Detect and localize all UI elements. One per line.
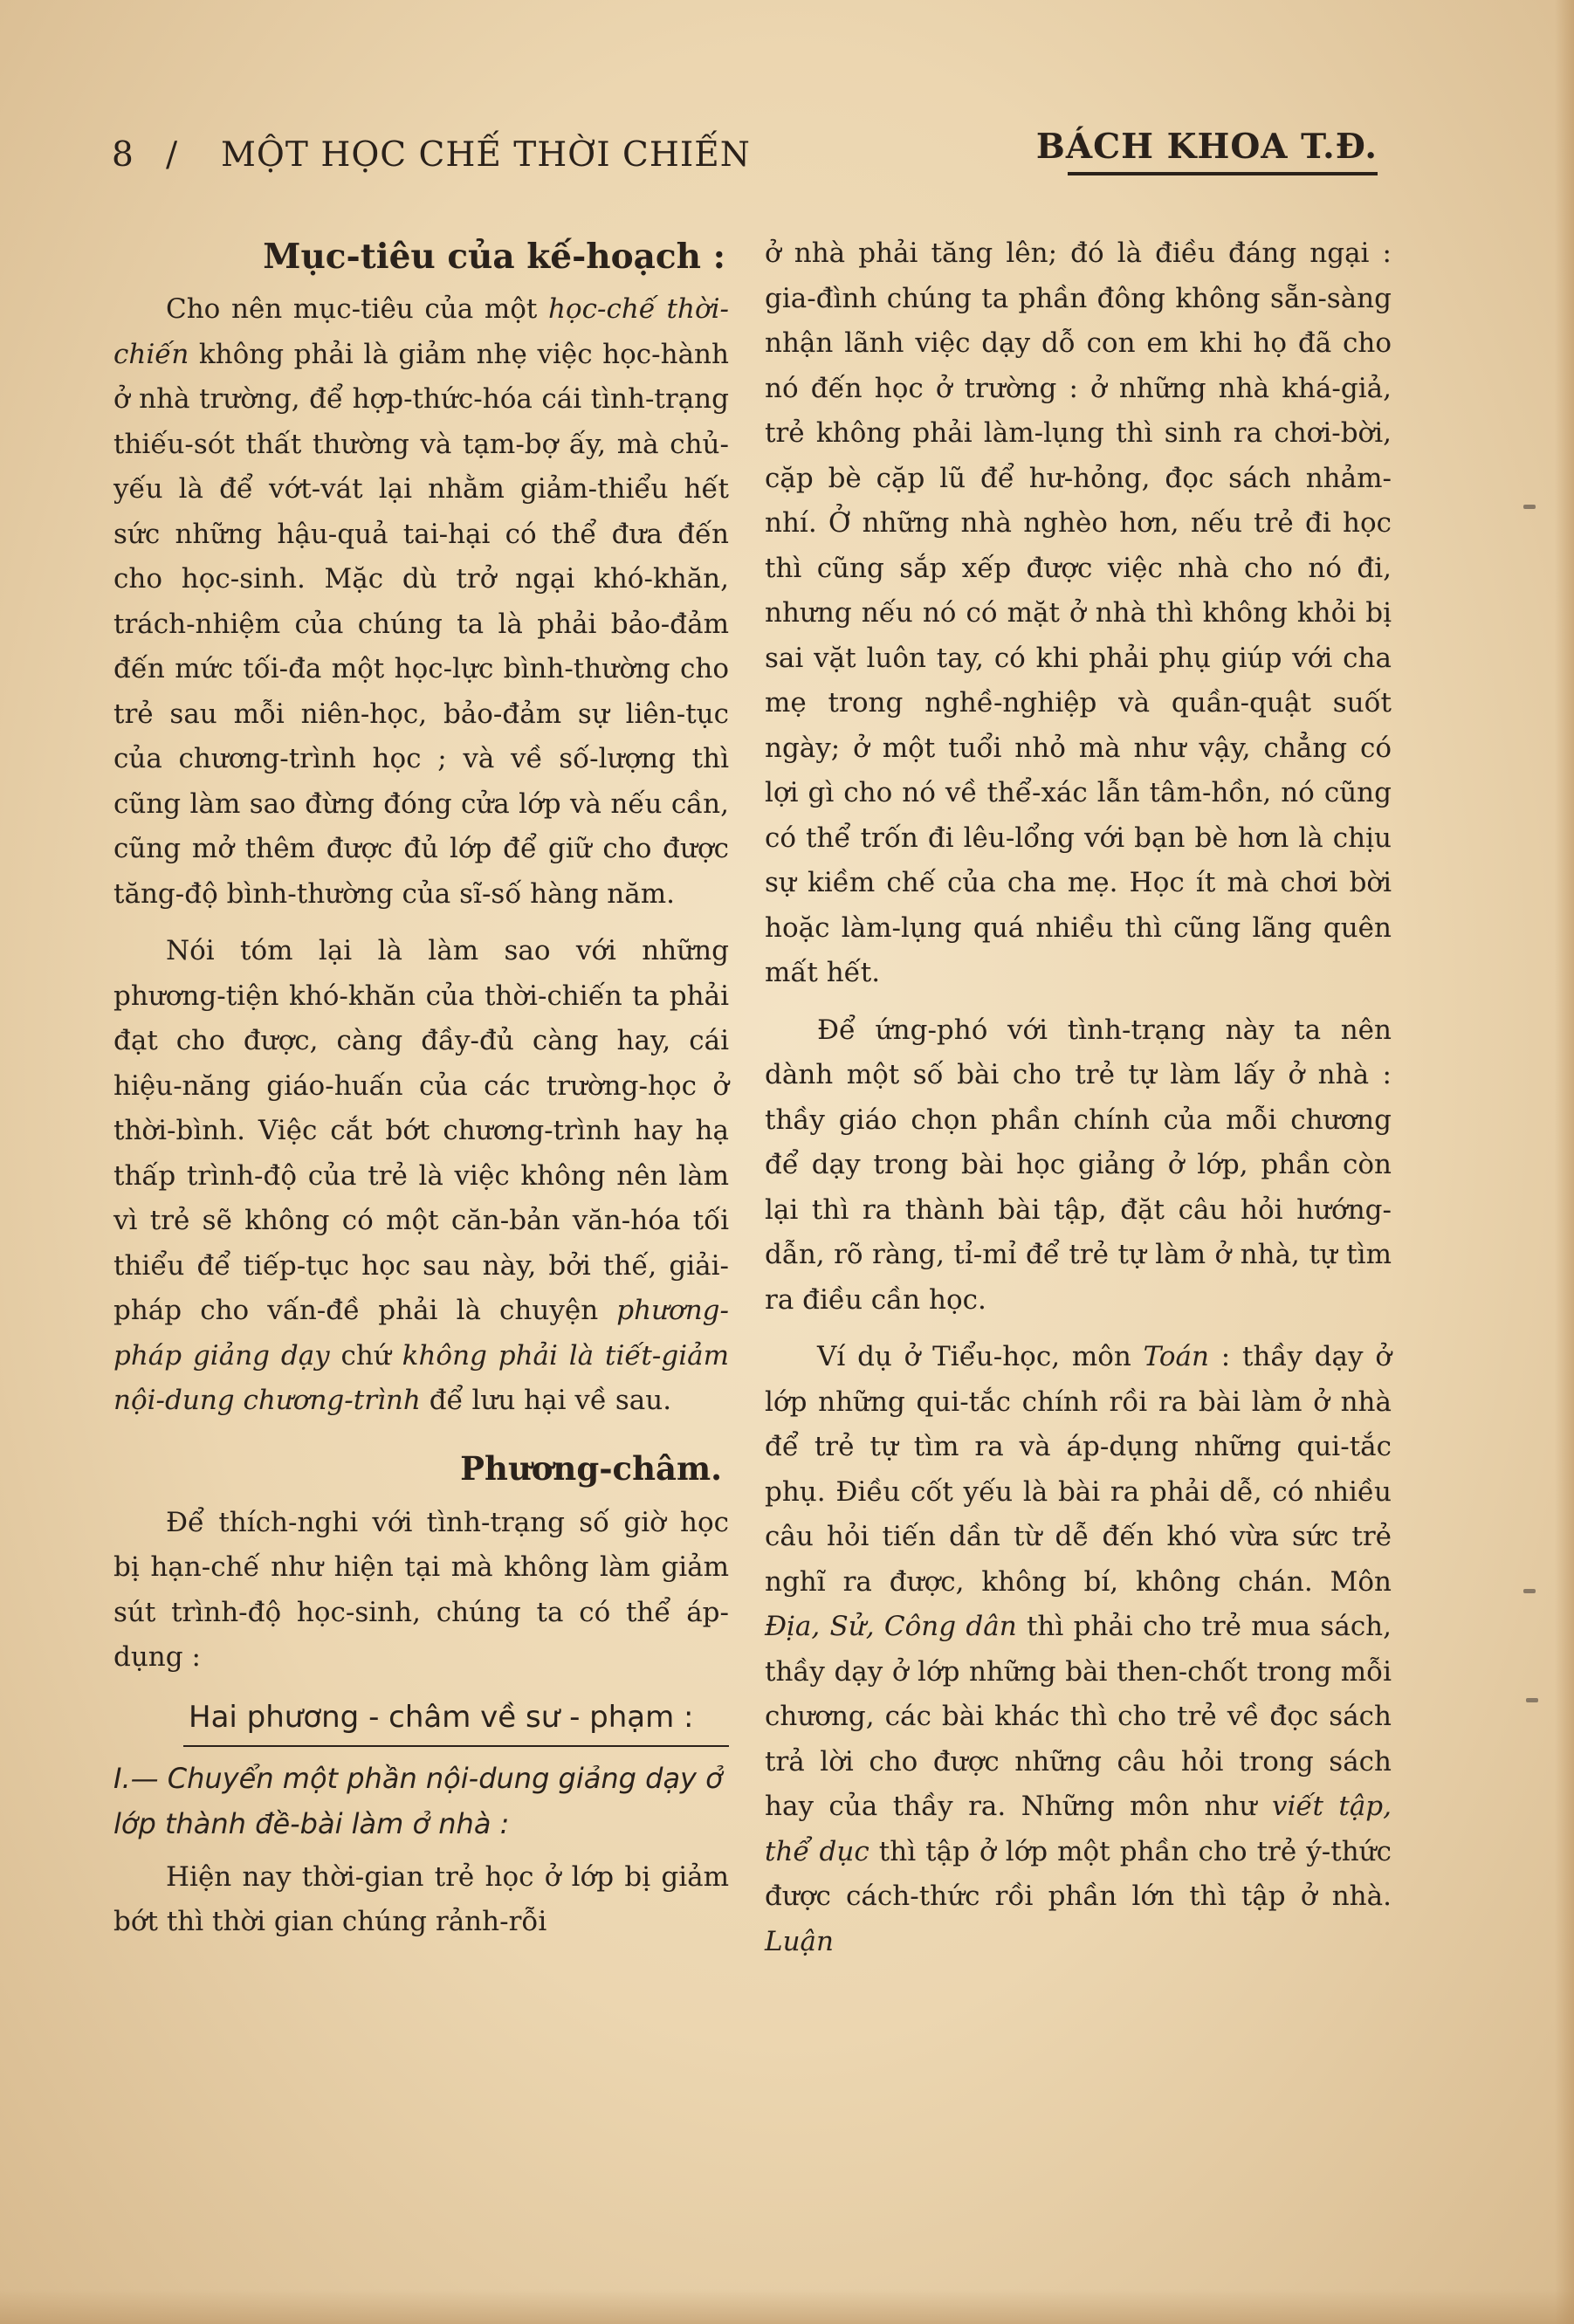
page-number: 8 [112,135,134,175]
paragraph: ở nhà phải tăng lên; đó là điều đáng ngại : gia-đình chúng ta phần đông không sẵn-sàng nhận lãnh việc dạy dỗ con em khi họ đã cho nó đến học ở trường : ở những nhà khá-giả, trẻ không phải làm-lụng thì sinh ra chơi-bời, cặp bè cặp lũ để hư-hỏng, đọc sách nhảm-nhí. Ở những nhà nghèo hơn, nếu trẻ đi học thì cũng sắp xếp được việc nhà cho nó đi, nhưng nếu nó có mặt ở nhà thì không khỏi bị sai vặt luôn tay, có khi phải phụ giúp với cha mẹ trong nghề-nghiệp và quần-quật suốt ngày; ở một tuổi nhỏ mà như vậy, chẳng có lợi gì cho nó về thể-xác lẫn tâm-hồn, nó cũng có thể trốn đi lêu-lổng với bạn bè hơn là chịu sự kiềm chế của cha mẹ. Học ít mà chơi bời hoặc làm-lụng quá nhiều thì cũng lãng quên mất hết. [765,237,1392,988]
margin-mark [1523,505,1536,509]
paragraph: Nói tóm lại là làm sao với những phương-tiện khó-khăn của thời-chiến ta phải đạt cho được, càng đầy-đủ càng hay, cái hiệu-năng giáo-huấn của các trường-học ở thời-bình. Việc cắt bớt chương-trình hay hạ thấp trình-độ của trẻ là việc không nên làm vì trẻ sẽ không có một căn-bản văn-hóa tối thiểu để tiếp-tục học sau này, bởi thế, giải-pháp cho vấn-đề phải là chuyện phương-pháp giảng dạy chứ không phải là tiết-giảm nội-dung chương-trình để lưu hại về sau. [113,935,730,1416]
paragraph: Để thích-nghi với tình-trạng số giờ học bị hạn-chế như hiện tại mà không làm giảm sút trình-độ học-sinh, chúng ta có thể áp-dụng : [113,1506,729,1673]
paragraph: Ví dụ ở Tiểu-học, môn Toán : thầy dạy ở lớp những qui-tắc chính rồi ra bài làm ở nhà để trẻ tự tìm ra và áp-dụng những qui-tắc phụ. Điều cốt yếu là bài ra phải dễ, có nhiều câu hỏi tiến dần từ dễ đến khó vừa sức trẻ nghĩ ra được, không bí, không chán. Môn Địa, Sử, Công dân thì phải cho trẻ mua sách, thầy dạy ở lớp những bài then-chốt trong mỗi chương, các bài khác thì cho trẻ về đọc sách trả lời cho được những câu hỏi trong sách hay của thầy ra. Những môn như viết tập, thể dục thì tập ở lớp một phần cho trẻ ý-thức được cách-thức rồi phần lớn thì tập ở nhà. Luận [765,1341,1392,1957]
header-separator: / [166,135,179,175]
header-rule [1068,172,1378,175]
paragraph: Cho nên mục-tiêu của một học-chế thời-chiến không phải là giảm nhẹ việc học-hành ở nhà trường, để hợp-thức-hóa cái tình-trạng thiếu-sót thất thường và tạm-bợ ấy, mà chủ-yếu là để vớt-vát lại nhằm giảm-thiểu hết sức những hậu-quả tai-hại có thể đưa đến cho học-sinh. Mặc dù trở ngại khó-khăn, trách-nhiệm của chúng ta là phải bảo-đảm đến mức tối-đa một học-lực bình-thường cho trẻ sau mỗi niên-học, bảo-đảm sự liên-tục của chương-trình học ; và về số-lượng thì cũng làm sao đừng đóng cửa lớp và nếu cần, cũng mở thêm được đủ lớp để giữ cho được tăng-độ bình-thường của sĩ-số hàng năm. [113,293,729,910]
left-column [113,231,729,1957]
paper-bottom-shadow [0,2289,1574,2324]
subheading-underline [183,1745,729,1747]
paragraph: Để ứng-phó với tình-trạng này ta nên dành một số bài cho trẻ tự làm lấy ở nhà : thầy giáo chọn phần chính của mỗi chương để dạy trong bài học giảng ở lớp, phần còn lại thì ra thành bài tập, đặt câu hỏi hướng-dẫn, rõ ràng, tỉ-mỉ để trẻ tự làm ở nhà, tự tìm ra điều cần học. [765,1014,1392,1316]
principle-one-heading: I.— Chuyển một phần nội-dung giảng dạy ở lớp thành đề-bài làm ở nhà : [113,1761,723,1840]
right-column [765,231,1392,1977]
paragraph: Hiện nay thời-gian trẻ học ở lớp bị giảm bớt thì thời gian chúng rảnh-rỗi [113,1860,729,1937]
paper-edge-shadow [1555,0,1574,2324]
journal-name: BÁCH KHOA T.Đ. [1035,127,1378,167]
section-heading-goal: Mục-tiêu của kế-hoạch : [263,237,725,277]
section-heading-principle: Phương-châm. [460,1448,722,1488]
page-header [112,127,1378,188]
margin-mark [1523,1589,1536,1593]
subheading-principles: Hai phương - châm về sư - phạm : [113,1693,729,1742]
running-title: MỘT HỌC CHẾ THỜI CHIẾN [221,135,751,175]
margin-mark [1526,1698,1538,1702]
